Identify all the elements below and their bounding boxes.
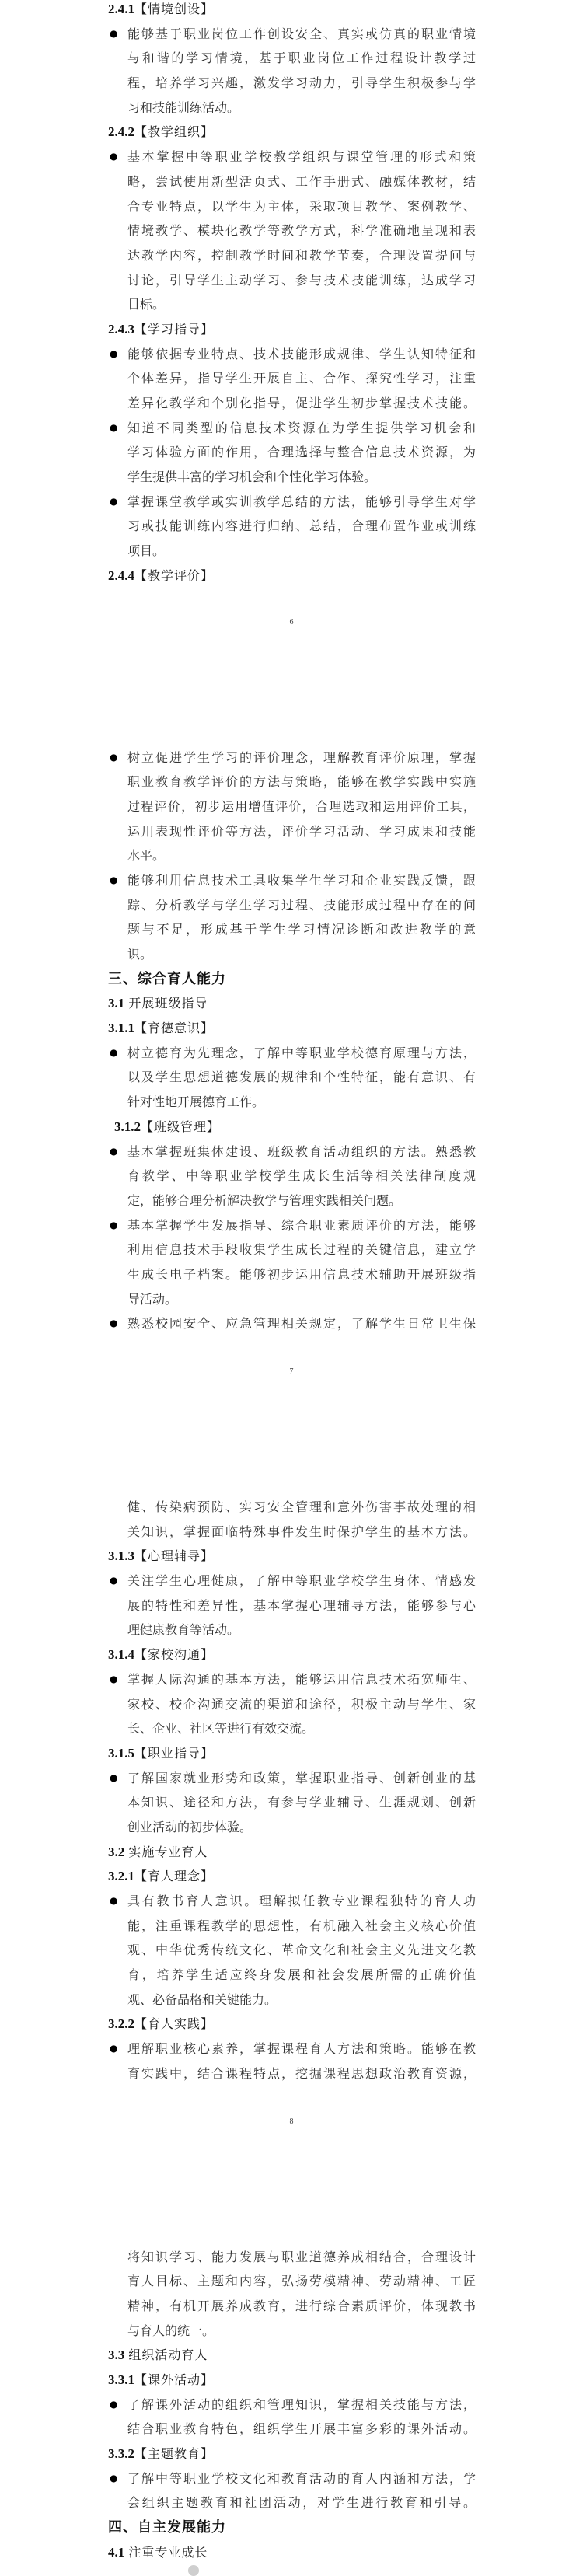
bullet-item: [0, 490, 583, 564]
text-line: 以及学生思想道德发展的规律和个性特征，能有意识、有: [127, 1070, 476, 1085]
bullet-item: [0, 2037, 583, 2086]
text-row: [0, 1213, 583, 1238]
text-line: 精神，有机开展养成教育，进行综合素质评价，体现教书: [127, 2298, 476, 2313]
text-row: [0, 440, 583, 465]
item-heading: [0, 0, 583, 22]
text-row: [0, 2490, 583, 2515]
text-row: [0, 194, 583, 219]
text-row: [0, 243, 583, 268]
subsection-heading: [0, 991, 583, 1016]
text-row: [0, 2061, 583, 2086]
text-line: 与育人的统一。: [127, 2323, 215, 2338]
heading-number: 3.1.4: [108, 1647, 134, 1663]
subsection-heading: [0, 2343, 583, 2368]
text-line: 项目。: [127, 543, 166, 559]
text-row: [0, 819, 583, 844]
text-line: 理解职业核心素养，掌握课程育人方法和策略。能够在教: [127, 2041, 476, 2057]
item-heading: [0, 120, 583, 145]
text-line: 习或技能训练内容进行归纳、总结，合理布置作业或训练: [127, 518, 476, 534]
text-row: [0, 794, 583, 819]
heading-number: 3.1.5: [108, 1745, 134, 1761]
text-row: [0, 1520, 583, 1545]
text-row: [0, 1766, 583, 1791]
heading-number: 3.3.2: [108, 2446, 134, 2461]
subsection-heading: [0, 2540, 583, 2565]
text-row: [0, 1692, 583, 1717]
heading-title: 【心理辅导】: [134, 1548, 215, 1564]
heading-number: 3.1.2: [114, 1119, 141, 1134]
text-row: [0, 2417, 583, 2442]
text-line: 了解国家就业形势和政策，掌握职业指导、创新创业的基: [127, 1770, 476, 1785]
bullet-icon: ●: [110, 1145, 118, 1157]
heading-number: 3.1.1: [108, 1021, 134, 1036]
bullet-icon: ●: [110, 27, 118, 39]
text-row: [0, 1667, 583, 1692]
text-row: [0, 71, 583, 96]
text-row: [0, 770, 583, 794]
text-row: [0, 2466, 583, 2491]
text-row: [0, 1495, 583, 1520]
heading-number: 3.1.3: [108, 1548, 134, 1564]
text-row: [0, 1815, 583, 1840]
text-line: 略，尝试使用新型活页式、工作手册式、融媒体教材，结: [127, 173, 476, 189]
heading-title: 【育人实践】: [134, 2016, 215, 2032]
text-line: 定，能够合理分析解决教学与管理实践相关问题。: [127, 1192, 402, 1208]
text-row: [0, 942, 583, 967]
text-line: 达教学内容，控制教学时间和教学节奏，合理设置提问与: [127, 247, 476, 263]
page-number: 7: [289, 1367, 294, 1376]
text-row: [0, 1140, 583, 1164]
section-heading: 四、自主发展能力: [108, 2519, 226, 2536]
text-line: 能够利用信息技术工具收集学生学习和企业实践反馈，跟: [127, 872, 476, 888]
bullet-item: [0, 1213, 583, 1312]
item-heading: [0, 564, 583, 588]
bullet-icon: ●: [110, 1318, 118, 1329]
heading-title: 【情境创设】: [134, 2, 215, 16]
text-row: [0, 514, 583, 539]
bullet-item: [0, 1569, 583, 1642]
text-row: [0, 2319, 583, 2344]
text-row: [0, 745, 583, 770]
text-line: 基本掌握班集体建设、班级教育活动组织的方法。熟悉教: [127, 1143, 476, 1159]
text-line: 具有教书育人意识。理解拟任教专业课程独特的育人功: [127, 1894, 476, 1908]
text-line: 理健康教育等活动。: [127, 1622, 240, 1638]
text-row: [0, 893, 583, 918]
text-line: 基本掌握中等职业学校教学组织与课堂管理的形式和策: [127, 149, 476, 165]
bullet-item: [0, 22, 583, 120]
text-line: 了解中等职业学校文化和教育活动的育人内涵和方法，学: [127, 2470, 476, 2486]
text-row: [0, 342, 583, 367]
heading-number: 2.4.1: [108, 2, 134, 16]
text-row: [0, 490, 583, 515]
text-line: 健、传染病预防、实习安全管理和意外伤害事故处理的相: [127, 1499, 476, 1514]
bullet-item: [0, 2466, 583, 2515]
text-row: [0, 1988, 583, 2012]
text-row: [0, 1164, 583, 1189]
text-row: [0, 1938, 583, 1963]
bullet-item: [0, 2393, 583, 2442]
text-line: 创业活动的初步体验。: [127, 1819, 253, 1834]
heading-title: 组织活动育人: [128, 2347, 208, 2363]
bullet-item: [0, 868, 583, 967]
text-line: 水平。: [127, 848, 166, 864]
text-row: [0, 465, 583, 490]
bullet-item: [0, 1889, 583, 2012]
page-number: 8: [289, 2117, 294, 2126]
text-row: [0, 539, 583, 564]
text-line: 踪、分析教学与学生学习过程、技能形成过程中存在的问: [127, 897, 476, 913]
text-line: 题与不足，形成基于学生学习情况诊断和改进教学的意: [127, 922, 476, 937]
text-line: 程，培养学习兴趣，激发学习动力，引导学生积极参与学: [127, 75, 476, 91]
heading-title: 【家校沟通】: [134, 1647, 215, 1663]
page-break: [0, 1336, 583, 1495]
bullet-icon: ●: [110, 495, 118, 507]
text-line: 家校、校企沟通交流的渠道和途径，积极主动与学生、家: [127, 1696, 476, 1712]
text-row: [0, 1889, 583, 1914]
bullet-icon: ●: [110, 1219, 118, 1230]
text-row: [0, 1593, 583, 1618]
heading-number: 3.1: [108, 996, 125, 1011]
text-line: 育教学、中等职业学校学生成长生活等相关法律制度规: [127, 1168, 476, 1184]
text-row: [0, 1618, 583, 1642]
bullet-item: [0, 1140, 583, 1213]
bullet-icon: ●: [110, 2398, 118, 2410]
text-row: [0, 1041, 583, 1066]
document-page: [0, 745, 583, 1337]
text-row: [0, 1237, 583, 1262]
item-heading: [0, 1115, 583, 1140]
text-row: [0, 145, 583, 169]
text-line: 树立促进学生学习的评价理念，理解教育评价原理，掌握: [127, 749, 476, 765]
text-row: [0, 366, 583, 391]
bullet-item: [0, 1667, 583, 1741]
text-line: 掌握人际沟通的基本方法，能够运用信息技术拓宽师生、: [127, 1671, 476, 1687]
item-heading: [0, 1642, 583, 1667]
text-line: 职业教育教学评价的方法与策略，能够在教学实践中实施: [127, 774, 476, 790]
page-break: [0, 2086, 583, 2245]
heading-title: 【教学组织】: [134, 124, 215, 140]
text-row: [0, 1716, 583, 1741]
bullet-item: [0, 1041, 583, 1115]
item-heading: [0, 1741, 583, 1766]
bullet-icon: ●: [110, 1046, 118, 1058]
text-line: 育，培养学生适应终身发展和社会发展所需的正确价值: [127, 1967, 476, 1983]
text-line: 知道不同类型的信息技术资源在为学生提供学习机会和: [127, 420, 476, 435]
text-line: 展的特性和差异性，基本掌握心理辅导方法，能够参与心: [127, 1597, 476, 1613]
item-heading: [0, 1544, 583, 1569]
text-row: [0, 1963, 583, 1988]
item-heading: [0, 2012, 583, 2037]
text-row: [0, 2393, 583, 2417]
heading-title: 【班级管理】: [141, 1119, 221, 1134]
text-row: [0, 22, 583, 47]
text-line: 掌握课堂教学或实训教学总结的方法，能够引导学生对学: [127, 494, 476, 509]
text-line: 习和技能训练活动。: [127, 99, 240, 115]
text-line: 育人目标、主题和内容，弘扬劳模精神、劳动精神、工匠: [127, 2274, 476, 2289]
text-row: [0, 1790, 583, 1815]
text-row: [0, 1189, 583, 1213]
text-row: [0, 2269, 583, 2294]
item-heading: [0, 1864, 583, 1889]
subsection-heading: [0, 1840, 583, 1865]
heading-title: 【学习指导】: [134, 321, 215, 337]
document-page: [0, 1495, 583, 2086]
faded-bullet-icon: [188, 2565, 199, 2576]
text-line: 目标。: [127, 297, 166, 312]
text-line: 育实践中，结合课程特点，挖掘课程思想政治教育资源，: [127, 2065, 476, 2081]
text-row: [0, 1065, 583, 1090]
text-line: 个体差异，指导学生开展自主、合作、探究性学习，注重: [127, 371, 476, 386]
text-line: 了解课外活动的组织和管理知识，掌握相关技能与方法，: [127, 2396, 476, 2412]
text-line: 学习体验方面的作用，合理选择与整合信息技术资源，为: [127, 445, 476, 460]
text-line: 本知识、途径和方法，有参与学业辅导、生涯规划、创新: [127, 1795, 476, 1810]
text-line: 情境教学、模块化教学等教学方式，科学准确地呈现和表: [127, 223, 476, 239]
heading-number: 2.4.2: [108, 124, 134, 140]
text-row: [0, 2294, 583, 2319]
text-line: 生成长电子档案。能够初步运用信息技术辅助开展班级指: [127, 1266, 476, 1282]
continued-paragraph: [0, 2245, 583, 2344]
text-line: 与和谐的学习情境，基于职业岗位工作过程设计教学过: [127, 51, 476, 66]
heading-title: 【课外活动】: [134, 2372, 215, 2387]
heading-number: 3.3.1: [108, 2372, 134, 2387]
text-line: 基本掌握学生发展指导、综合职业素质评价的方法，能够: [127, 1217, 476, 1233]
text-row: [0, 2037, 583, 2061]
item-heading: [0, 2442, 583, 2466]
section-heading: 三、综合育人能力: [108, 970, 226, 987]
heading-title: 【职业指导】: [134, 1745, 215, 1761]
heading-number: 3.2.1: [108, 1869, 134, 1884]
text-line: 长、企业、社区等进行有效交流。: [127, 1721, 315, 1737]
document-page: [0, 0, 583, 588]
bullet-icon: ●: [110, 1771, 118, 1783]
text-row: [0, 1262, 583, 1287]
bullet-item: [0, 745, 583, 868]
text-line: 能够依据专业特点、技术技能形成规律、学生认知特征和: [127, 346, 476, 361]
heading-title: 【主题教育】: [134, 2446, 215, 2461]
text-row: [0, 96, 583, 120]
text-row: [0, 46, 583, 71]
text-row: [0, 2245, 583, 2270]
bullet-icon: ●: [110, 2472, 118, 2484]
heading-title: 实施专业育人: [128, 1844, 208, 1859]
text-row: [0, 268, 583, 293]
heading-title: 【教学评价】: [134, 567, 215, 583]
text-row: [0, 416, 583, 441]
bullet-icon: ●: [110, 2043, 118, 2054]
text-line: 导活动。: [127, 1291, 178, 1307]
bullet-item: [0, 342, 583, 416]
text-line: 针对性地开展德育工作。: [127, 1094, 265, 1110]
text-line: 会组织主题教育和社团活动，对学生进行教育和引导。: [127, 2495, 476, 2511]
bullet-item: [0, 145, 583, 317]
document-page: [0, 2245, 583, 2565]
text-row: [0, 843, 583, 868]
bullet-icon: ●: [110, 874, 118, 885]
heading-number: 3.3: [108, 2347, 125, 2363]
heading-number: 4.1: [108, 2544, 125, 2560]
heading-title: 开展班级指导: [128, 996, 208, 1011]
text-line: 关知识，掌握面临特殊事件发生时保护学生的基本方法。: [127, 1524, 476, 1539]
bullet-item: [0, 1766, 583, 1840]
text-row: [0, 1090, 583, 1115]
heading-title: 注重专业成长: [128, 2544, 208, 2560]
bullet-item: [0, 416, 583, 490]
heading-number: 3.2.2: [108, 2016, 134, 2032]
text-line: 差异化教学和个别化指导，促进学生初步掌握技术技能。: [127, 396, 476, 410]
item-heading: [0, 1016, 583, 1041]
text-row: [0, 1914, 583, 1939]
page-number: 6: [289, 617, 294, 627]
text-line: 观、必备品格和关键能力。: [127, 1991, 278, 2007]
text-row: [0, 868, 583, 893]
text-line: 过程评价，初步运用增值评价，合理选取和运用评价工具，: [127, 798, 476, 814]
text-row: [0, 218, 583, 243]
text-line: 讨论，引导学生主动学习、参与技术技能训练，达成学习: [127, 272, 476, 288]
heading-number: 2.4.3: [108, 321, 134, 337]
text-line: 观、中华优秀传统文化、革命文化和社会主义先进文化教: [127, 1942, 476, 1958]
text-line: 关注学生心理健康，了解中等职业学校学生身体、情感发: [127, 1573, 476, 1589]
page-break: [0, 588, 583, 745]
item-heading: [0, 317, 583, 342]
text-line: 识。: [127, 947, 153, 962]
heading-number: 3.2: [108, 1844, 125, 1859]
bullet-icon: ●: [110, 421, 118, 433]
text-row: [0, 1569, 583, 1593]
bullet-icon: ●: [110, 151, 118, 162]
text-line: 结合职业教育特色，组织学生开展丰富多彩的课外活动。: [127, 2421, 476, 2437]
text-row: [0, 1311, 583, 1336]
heading-title: 【育德意识】: [134, 1021, 215, 1036]
bullet-icon: ●: [110, 1673, 118, 1684]
bullet-icon: ●: [110, 1575, 118, 1586]
heading-number: 2.4.4: [108, 567, 134, 583]
text-row: [0, 292, 583, 317]
text-line: 将知识学习、能力发展与职业道德养成相结合，合理设计: [127, 2249, 476, 2264]
text-row: [0, 917, 583, 942]
text-line: 学生提供丰富的学习机会和个性化学习体验。: [127, 469, 377, 485]
text-row: [0, 1287, 583, 1312]
text-line: 熟悉校园安全、应急管理相关规定，了解学生日常卫生保: [127, 1316, 476, 1332]
text-line: 合专业特点，以学生为主体，采取项目教学、案例教学、: [127, 198, 476, 214]
bullet-icon: ●: [110, 1895, 118, 1906]
text-line: 能，注重课程教学的思想性，有机融入社会主义核心价值: [127, 1918, 476, 1933]
text-line: 运用表现性评价等方法，评价学习活动、学习成果和技能: [127, 823, 476, 839]
text-line: 利用信息技术手段收集学生成长过程的关键信息，建立学: [127, 1242, 476, 1258]
heading-title: 【育人理念】: [134, 1869, 215, 1884]
text-row: [0, 169, 583, 194]
bullet-icon: ●: [110, 751, 118, 763]
bullet-icon: ●: [110, 347, 118, 359]
item-heading: [0, 2368, 583, 2393]
bullet-item: [0, 1311, 583, 1336]
text-line: 树立德育为先理念，了解中等职业学校德育原理与方法，: [127, 1045, 476, 1060]
continued-paragraph: [0, 1495, 583, 1544]
text-line: 能够基于职业岗位工作创设安全、真实或仿真的职业情境: [127, 26, 476, 41]
text-row: [0, 391, 583, 416]
